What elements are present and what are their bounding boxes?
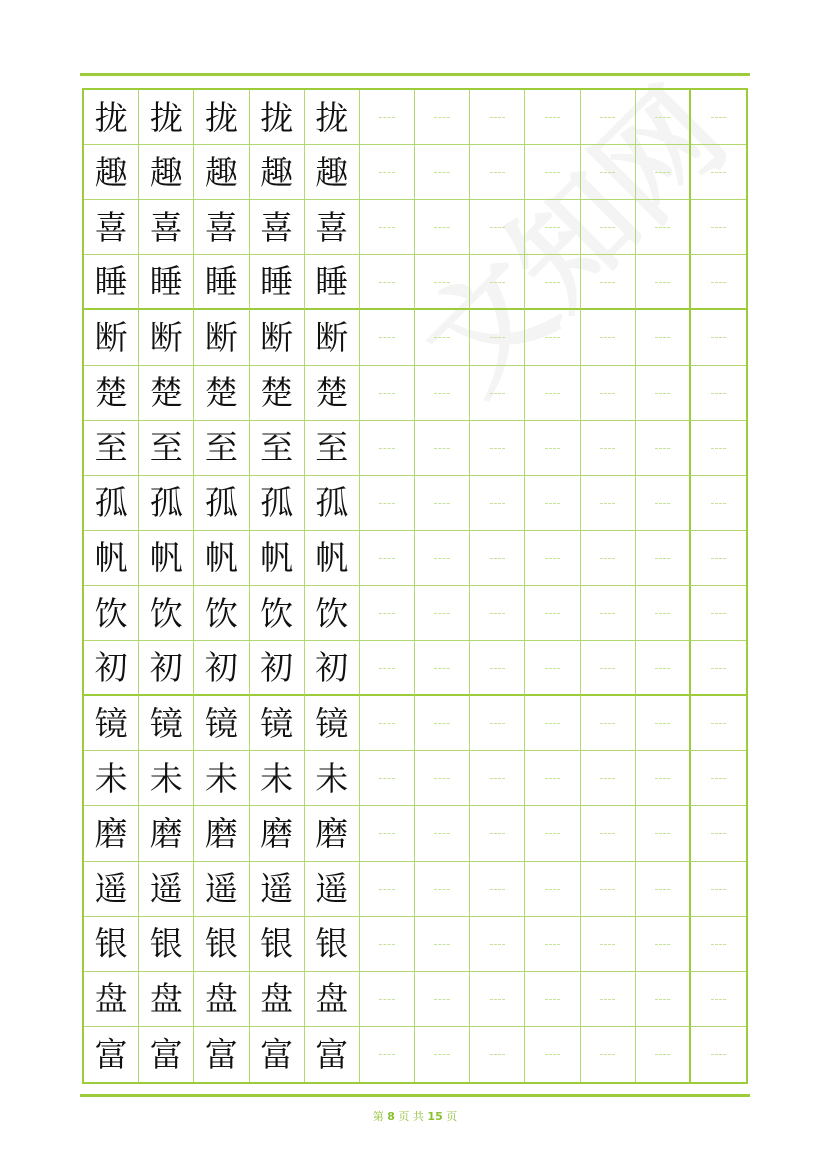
empty-practice-cell: [525, 1027, 580, 1082]
practice-char: 断: [250, 310, 305, 365]
practice-char: 银: [139, 917, 194, 972]
empty-practice-cell: [525, 586, 580, 641]
empty-practice-cell: [691, 421, 746, 476]
empty-practice-cell: [415, 917, 470, 972]
empty-practice-cell: [360, 200, 415, 255]
practice-char: 银: [250, 917, 305, 972]
practice-char: 镜: [305, 696, 360, 751]
empty-practice-cell: [415, 696, 470, 751]
empty-practice-cell: [415, 200, 470, 255]
empty-practice-cell: [360, 972, 415, 1027]
empty-practice-cell: [691, 806, 746, 861]
practice-char: 拢: [139, 90, 194, 145]
empty-practice-cell: [636, 586, 691, 641]
empty-practice-cell: [525, 145, 580, 200]
practice-char: 初: [305, 641, 360, 696]
empty-practice-cell: [415, 366, 470, 421]
empty-practice-cell: [691, 476, 746, 531]
practice-char: 孤: [84, 476, 139, 531]
empty-practice-cell: [470, 806, 525, 861]
practice-char: 睡: [305, 255, 360, 310]
empty-practice-cell: [525, 90, 580, 145]
empty-practice-cell: [415, 310, 470, 365]
empty-practice-cell: [360, 641, 415, 696]
empty-practice-cell: [360, 586, 415, 641]
practice-char: 富: [139, 1027, 194, 1082]
practice-char: 富: [250, 1027, 305, 1082]
practice-char: 盘: [250, 972, 305, 1027]
empty-practice-cell: [360, 310, 415, 365]
empty-practice-cell: [581, 200, 636, 255]
empty-practice-cell: [636, 862, 691, 917]
empty-practice-cell: [636, 972, 691, 1027]
practice-char: 喜: [305, 200, 360, 255]
empty-practice-cell: [636, 145, 691, 200]
empty-practice-cell: [525, 806, 580, 861]
footer-total-pages: 15: [427, 1110, 443, 1123]
empty-practice-cell: [581, 972, 636, 1027]
empty-practice-cell: [636, 366, 691, 421]
empty-practice-cell: [470, 696, 525, 751]
practice-char: 断: [194, 310, 249, 365]
practice-char: 银: [305, 917, 360, 972]
empty-practice-cell: [636, 1027, 691, 1082]
practice-char: 孤: [305, 476, 360, 531]
empty-practice-cell: [470, 972, 525, 1027]
practice-char: 喜: [84, 200, 139, 255]
empty-practice-cell: [581, 641, 636, 696]
empty-practice-cell: [636, 696, 691, 751]
practice-char: 磨: [250, 806, 305, 861]
practice-char: 磨: [84, 806, 139, 861]
footer-suffix: 页: [446, 1110, 458, 1123]
practice-char: 拢: [305, 90, 360, 145]
page-footer: [0, 1108, 830, 1124]
practice-char: 楚: [305, 366, 360, 421]
empty-practice-cell: [525, 862, 580, 917]
practice-char: 镜: [139, 696, 194, 751]
empty-practice-cell: [581, 531, 636, 586]
practice-char: 睡: [84, 255, 139, 310]
practice-char: 银: [194, 917, 249, 972]
practice-char: 富: [84, 1027, 139, 1082]
practice-char: 趣: [194, 145, 249, 200]
practice-char: 帆: [305, 531, 360, 586]
practice-char: 富: [305, 1027, 360, 1082]
practice-char: 睡: [250, 255, 305, 310]
empty-practice-cell: [691, 917, 746, 972]
empty-practice-cell: [360, 255, 415, 310]
empty-practice-cell: [691, 1027, 746, 1082]
empty-practice-cell: [525, 696, 580, 751]
practice-char: 未: [250, 751, 305, 806]
practice-char: 初: [139, 641, 194, 696]
empty-practice-cell: [691, 531, 746, 586]
empty-practice-cell: [636, 255, 691, 310]
practice-char: 帆: [139, 531, 194, 586]
practice-char: 趣: [305, 145, 360, 200]
practice-char: 至: [305, 421, 360, 476]
practice-char: 未: [84, 751, 139, 806]
practice-char: 至: [194, 421, 249, 476]
empty-practice-cell: [415, 255, 470, 310]
empty-practice-cell: [525, 917, 580, 972]
practice-char: 未: [139, 751, 194, 806]
practice-char: 镜: [250, 696, 305, 751]
empty-practice-cell: [360, 421, 415, 476]
empty-practice-cell: [470, 641, 525, 696]
practice-char: 镜: [194, 696, 249, 751]
practice-char: 磨: [305, 806, 360, 861]
empty-practice-cell: [415, 972, 470, 1027]
practice-char: 磨: [194, 806, 249, 861]
empty-practice-cell: [581, 421, 636, 476]
empty-practice-cell: [691, 200, 746, 255]
empty-practice-cell: [691, 145, 746, 200]
practice-char: 至: [139, 421, 194, 476]
empty-practice-cell: [636, 751, 691, 806]
empty-practice-cell: [360, 917, 415, 972]
empty-practice-cell: [581, 917, 636, 972]
empty-practice-cell: [581, 90, 636, 145]
practice-char: 孤: [139, 476, 194, 531]
practice-char: 遥: [139, 862, 194, 917]
practice-grid: [82, 88, 748, 1084]
practice-char: 拢: [84, 90, 139, 145]
empty-practice-cell: [360, 806, 415, 861]
empty-practice-cell: [691, 696, 746, 751]
empty-practice-cell: [415, 145, 470, 200]
practice-char: 趣: [250, 145, 305, 200]
practice-char: 遥: [250, 862, 305, 917]
empty-practice-cell: [415, 862, 470, 917]
empty-practice-cell: [636, 90, 691, 145]
empty-practice-cell: [581, 751, 636, 806]
empty-practice-cell: [525, 421, 580, 476]
empty-practice-cell: [636, 476, 691, 531]
practice-char: 遥: [305, 862, 360, 917]
practice-char: 饮: [250, 586, 305, 641]
practice-char: 盘: [139, 972, 194, 1027]
empty-practice-cell: [470, 862, 525, 917]
practice-char: 银: [84, 917, 139, 972]
empty-practice-cell: [525, 751, 580, 806]
empty-practice-cell: [415, 90, 470, 145]
empty-practice-cell: [691, 751, 746, 806]
empty-practice-cell: [470, 200, 525, 255]
practice-char: 饮: [305, 586, 360, 641]
practice-char: 初: [84, 641, 139, 696]
practice-char: 盘: [194, 972, 249, 1027]
practice-char: 饮: [194, 586, 249, 641]
practice-char: 至: [250, 421, 305, 476]
empty-practice-cell: [415, 586, 470, 641]
empty-practice-cell: [691, 862, 746, 917]
empty-practice-cell: [415, 806, 470, 861]
empty-practice-cell: [636, 917, 691, 972]
empty-practice-cell: [581, 586, 636, 641]
empty-practice-cell: [415, 476, 470, 531]
practice-char: 未: [305, 751, 360, 806]
empty-practice-cell: [636, 310, 691, 365]
empty-practice-cell: [691, 972, 746, 1027]
empty-practice-cell: [636, 806, 691, 861]
empty-practice-cell: [360, 1027, 415, 1082]
practice-char: 喜: [139, 200, 194, 255]
empty-practice-cell: [581, 145, 636, 200]
bottom-rule: [80, 1094, 750, 1097]
practice-char: 楚: [139, 366, 194, 421]
empty-practice-cell: [691, 641, 746, 696]
empty-practice-cell: [581, 806, 636, 861]
practice-char: 帆: [250, 531, 305, 586]
practice-char: 遥: [194, 862, 249, 917]
empty-practice-cell: [525, 310, 580, 365]
empty-practice-cell: [415, 421, 470, 476]
empty-practice-cell: [470, 145, 525, 200]
empty-practice-cell: [360, 476, 415, 531]
empty-practice-cell: [691, 90, 746, 145]
practice-char: 盘: [305, 972, 360, 1027]
empty-practice-cell: [470, 751, 525, 806]
empty-practice-cell: [360, 531, 415, 586]
practice-char: 楚: [194, 366, 249, 421]
empty-practice-cell: [360, 366, 415, 421]
empty-practice-cell: [525, 366, 580, 421]
top-rule: [80, 73, 750, 76]
empty-practice-cell: [581, 862, 636, 917]
empty-practice-cell: [360, 751, 415, 806]
empty-practice-cell: [470, 421, 525, 476]
footer-mid: 页 共: [398, 1110, 424, 1123]
empty-practice-cell: [581, 696, 636, 751]
empty-practice-cell: [470, 917, 525, 972]
footer-prefix: 第: [372, 1110, 384, 1123]
practice-char: 未: [194, 751, 249, 806]
empty-practice-cell: [415, 531, 470, 586]
empty-practice-cell: [470, 366, 525, 421]
practice-char: 断: [84, 310, 139, 365]
empty-practice-cell: [470, 255, 525, 310]
empty-practice-cell: [581, 476, 636, 531]
empty-practice-cell: [636, 641, 691, 696]
practice-char: 至: [84, 421, 139, 476]
empty-practice-cell: [636, 421, 691, 476]
empty-practice-cell: [691, 310, 746, 365]
practice-char: 孤: [250, 476, 305, 531]
practice-char: 饮: [84, 586, 139, 641]
empty-practice-cell: [691, 366, 746, 421]
practice-char: 初: [194, 641, 249, 696]
empty-practice-cell: [581, 310, 636, 365]
empty-practice-cell: [360, 862, 415, 917]
practice-char: 帆: [194, 531, 249, 586]
practice-char: 断: [305, 310, 360, 365]
practice-char: 富: [194, 1027, 249, 1082]
empty-practice-cell: [360, 696, 415, 751]
practice-char: 饮: [139, 586, 194, 641]
empty-practice-cell: [360, 90, 415, 145]
empty-practice-cell: [525, 255, 580, 310]
empty-practice-cell: [470, 90, 525, 145]
practice-char: 趣: [139, 145, 194, 200]
footer-page-number: 8: [387, 1110, 395, 1123]
empty-practice-cell: [636, 531, 691, 586]
practice-char: 喜: [250, 200, 305, 255]
empty-practice-cell: [581, 1027, 636, 1082]
empty-practice-cell: [525, 200, 580, 255]
empty-practice-cell: [470, 476, 525, 531]
empty-practice-cell: [525, 641, 580, 696]
empty-practice-cell: [525, 531, 580, 586]
practice-char: 遥: [84, 862, 139, 917]
practice-char: 镜: [84, 696, 139, 751]
empty-practice-cell: [470, 310, 525, 365]
practice-char: 拢: [250, 90, 305, 145]
practice-char: 初: [250, 641, 305, 696]
practice-char: 盘: [84, 972, 139, 1027]
empty-practice-cell: [470, 1027, 525, 1082]
practice-char: 睡: [194, 255, 249, 310]
empty-practice-cell: [636, 200, 691, 255]
practice-char: 趣: [84, 145, 139, 200]
practice-char: 楚: [250, 366, 305, 421]
empty-practice-cell: [691, 255, 746, 310]
practice-char: 睡: [139, 255, 194, 310]
empty-practice-cell: [470, 586, 525, 641]
empty-practice-cell: [525, 476, 580, 531]
practice-char: 磨: [139, 806, 194, 861]
practice-char: 拢: [194, 90, 249, 145]
practice-char: 孤: [194, 476, 249, 531]
practice-char: 楚: [84, 366, 139, 421]
empty-practice-cell: [360, 145, 415, 200]
practice-char: 帆: [84, 531, 139, 586]
practice-char: 断: [139, 310, 194, 365]
empty-practice-cell: [525, 972, 580, 1027]
empty-practice-cell: [691, 586, 746, 641]
empty-practice-cell: [415, 1027, 470, 1082]
empty-practice-cell: [581, 366, 636, 421]
empty-practice-cell: [470, 531, 525, 586]
empty-practice-cell: [415, 641, 470, 696]
empty-practice-cell: [581, 255, 636, 310]
empty-practice-cell: [415, 751, 470, 806]
practice-char: 喜: [194, 200, 249, 255]
